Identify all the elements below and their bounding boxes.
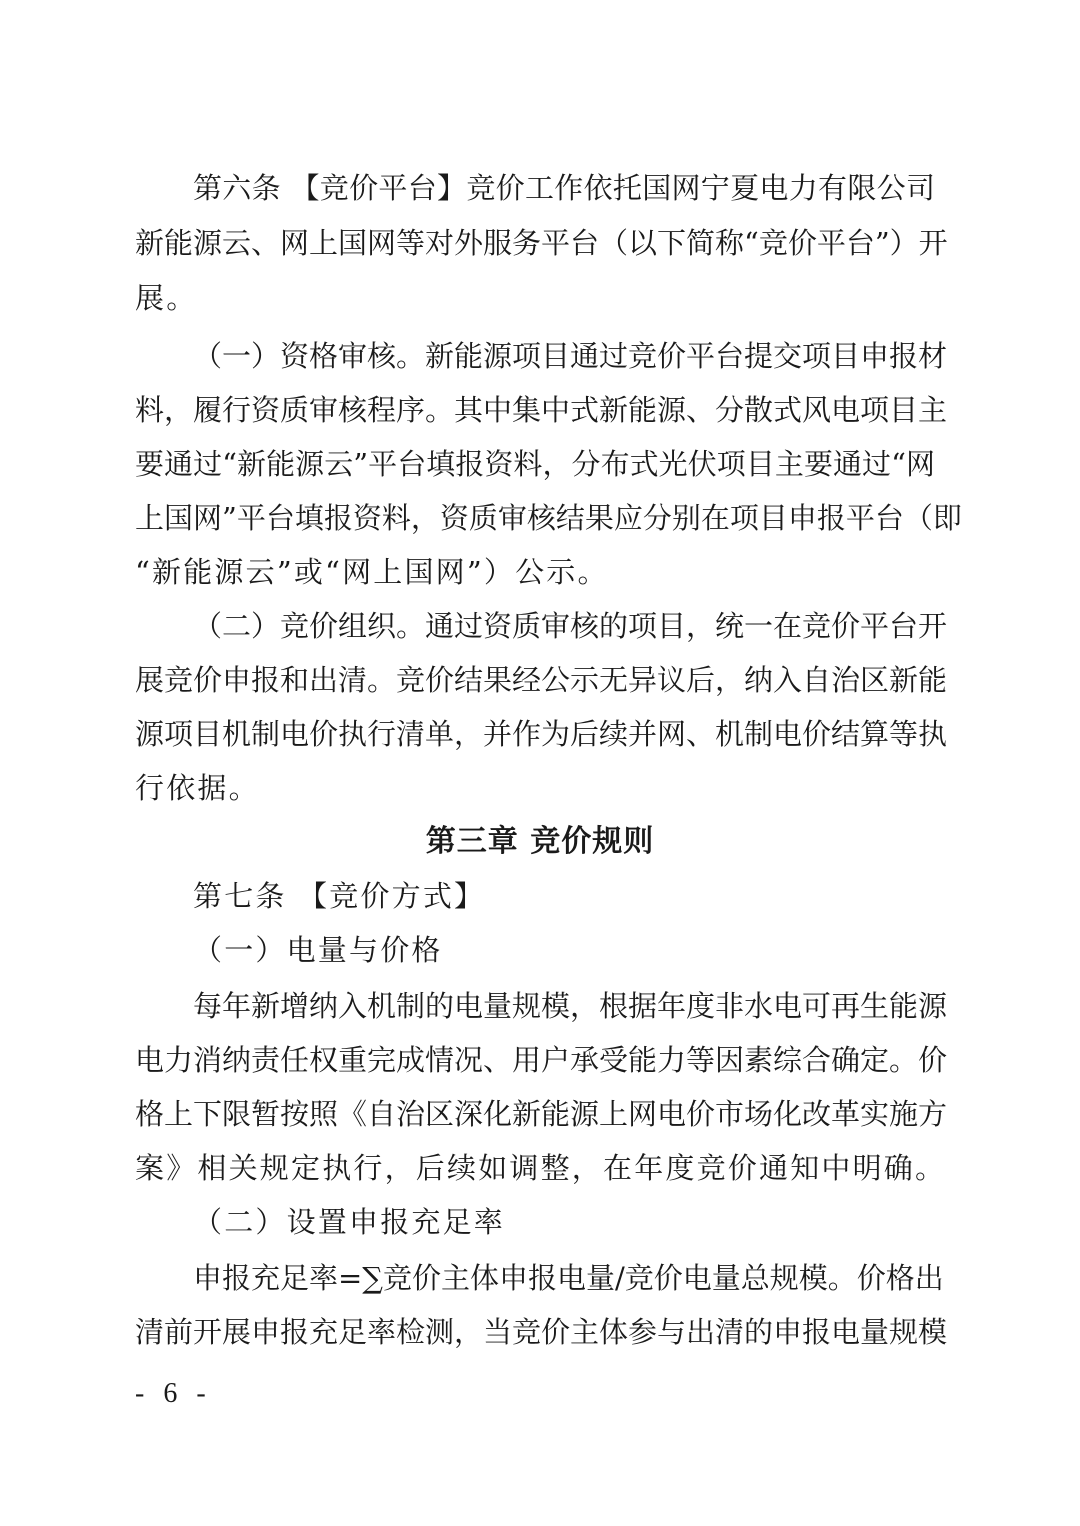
- item1-line-5: “新能源云”或“网上国网”）公示。: [135, 555, 609, 589]
- page-number: - 6 -: [135, 1378, 212, 1409]
- article7-item2-line-2: 清前开展申报充足率检测，当竞价主体参与出清的申报电量规模: [135, 1315, 948, 1349]
- item1-line-2: 料，履行资质审核程序。其中集中式新能源、分散式风电项目主: [135, 393, 948, 427]
- item2-line-2: 展竞价申报和出清。竞价结果经公示无异议后，纳入自治区新能: [135, 663, 948, 697]
- article7-title: 第七条 【竞价方式】: [193, 879, 486, 913]
- article7-item1-line-1: 每年新增纳入机制的电量规模，根据年度非水电可再生能源: [193, 989, 948, 1023]
- article7-item1-line-2: 电力消纳责任权重完成情况、用户承受能力等因素综合确定。价: [135, 1043, 948, 1077]
- article7-item1-line-4: 案》相关规定执行，后续如调整，在年度竞价通知中明确。: [135, 1151, 947, 1185]
- item2-line-4: 行依据。: [135, 771, 260, 805]
- article7-item2-line-1: 申报充足率=∑竞价主体申报电量/竞价电量总规模。价格出: [193, 1261, 944, 1295]
- item1-line-4: 上国网”平台填报资料，资质审核结果应分别在项目申报平台（即: [135, 501, 962, 535]
- article6-line-1: 第六条 【竞价平台】竞价工作依托国网宁夏电力有限公司: [193, 171, 935, 205]
- item2-line-3: 源项目机制电价执行清单，并作为后续并网、机制电价结算等执: [135, 717, 948, 751]
- item2-line-1: （二）竞价组织。通过资质审核的项目，统一在竞价平台开: [193, 609, 948, 643]
- item1-line-3: 要通过“新能源云”平台填报资料，分布式光伏项目主要通过“网: [135, 447, 935, 481]
- article6-line-2: 新能源云、网上国网等对外服务平台（以下简称“竞价平台”）开: [135, 226, 948, 260]
- article7-item1-title: （一）电量与价格: [193, 933, 443, 967]
- article7-item2-title: （二）设置申报充足率: [193, 1205, 506, 1239]
- chapter-heading: 第三章 竞价规则: [425, 824, 655, 859]
- item1-line-1: （一）资格审核。新能源项目通过竞价平台提交项目申报材: [193, 339, 948, 373]
- article7-item1-line-3: 格上下限暂按照《自治区深化新能源上网电价市场化改革实施方: [135, 1097, 948, 1131]
- article6-line-3: 展。: [135, 281, 198, 315]
